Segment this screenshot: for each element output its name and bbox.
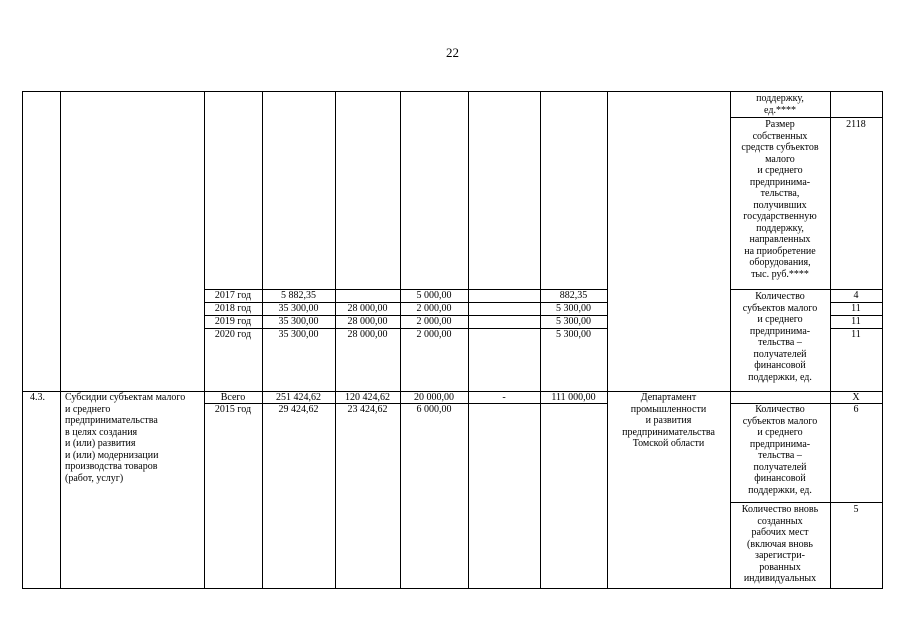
cell-local: - — [502, 392, 506, 403]
indicator-text: Количество субъектов малого и среднего предпринима- тельства – получателей финансовой поддержки, ед. — [742, 291, 818, 383]
page-number: 22 — [446, 45, 459, 60]
cell-regional: 5 000,00 — [416, 290, 452, 301]
indicator-value: 6 — [853, 404, 859, 415]
cell-federal: 23 424,62 — [347, 404, 388, 415]
cell-extra: 882,35 — [559, 290, 588, 301]
table-border-bottom — [22, 588, 883, 589]
indicator-text: поддержку, ед.**** — [756, 93, 804, 116]
cell-federal: 28 000,00 — [347, 329, 388, 340]
indicator-value: 11 — [851, 316, 861, 327]
cell-extra: 5 300,00 — [556, 329, 591, 340]
cell-extra: 5 300,00 — [556, 316, 591, 327]
indicator-value: 2118 — [846, 119, 866, 130]
indicator-text: Количество субъектов малого и среднего предпринима- тельства – получателей финансовой поддержки, ед. — [742, 404, 818, 496]
indicator-text: Размер собственных средств субъектов малого и среднего предпринима- тельства, получивших государственную поддержку, направленных на приобретение оборудования, тыс. руб.**** — [741, 119, 819, 280]
cell-federal: 120 424,62 — [345, 392, 390, 403]
year-label: Всего — [220, 392, 246, 403]
cell-regional: 2 000,00 — [416, 316, 452, 327]
cell-total: 251 424,62 — [276, 392, 321, 403]
cell-extra: 111 000,00 — [551, 392, 596, 403]
indicator-value: X — [852, 392, 860, 403]
col-divider — [607, 91, 608, 589]
table-border-right — [882, 91, 883, 589]
cell-federal: 28 000,00 — [347, 303, 388, 314]
year-label: 2018 год — [214, 303, 252, 314]
cell-regional: 2 000,00 — [416, 303, 452, 314]
cell-total: 35 300,00 — [278, 303, 319, 314]
col-divider — [468, 91, 469, 589]
row-divider — [730, 502, 882, 503]
cell-total: 5 882,35 — [281, 290, 316, 301]
year-label: 2017 год — [214, 290, 252, 301]
table-border-left — [22, 91, 23, 589]
cell-total: 29 424,62 — [278, 404, 319, 415]
cell-regional: 20 000,00 — [414, 392, 454, 403]
table-border-top — [22, 91, 883, 92]
indicator-value: 11 — [851, 329, 861, 340]
year-label: 2015 год — [214, 404, 252, 415]
cell-extra: 5 300,00 — [556, 303, 591, 314]
cell-total: 35 300,00 — [278, 316, 319, 327]
year-label: 2020 год — [214, 329, 252, 340]
year-label: 2019 год — [214, 316, 252, 327]
executor: Департамент промышленности и развития предпринимательства Томской области — [622, 392, 715, 449]
row-divider — [730, 117, 882, 118]
col-divider — [60, 91, 61, 589]
row-number: 4.3. — [30, 392, 45, 403]
indicator-text: Количество вновь созданных рабочих мест (включая вновь зарегистри- рованных индивидуальных — [741, 504, 819, 584]
cell-regional: 2 000,00 — [416, 329, 452, 340]
cell-regional: 6 000,00 — [416, 404, 452, 415]
measure-name: Субсидии субъектам малого и среднего предпринимательства в целях создания и (или) развития и (или) модернизации производства товаров (работ, услуг) — [65, 392, 186, 484]
cell-total: 35 300,00 — [278, 329, 319, 340]
budget-table — [22, 91, 883, 589]
indicator-value: 5 — [853, 504, 859, 515]
indicator-value: 11 — [851, 303, 861, 314]
indicator-value: 4 — [853, 290, 859, 301]
cell-federal: 28 000,00 — [347, 316, 388, 327]
